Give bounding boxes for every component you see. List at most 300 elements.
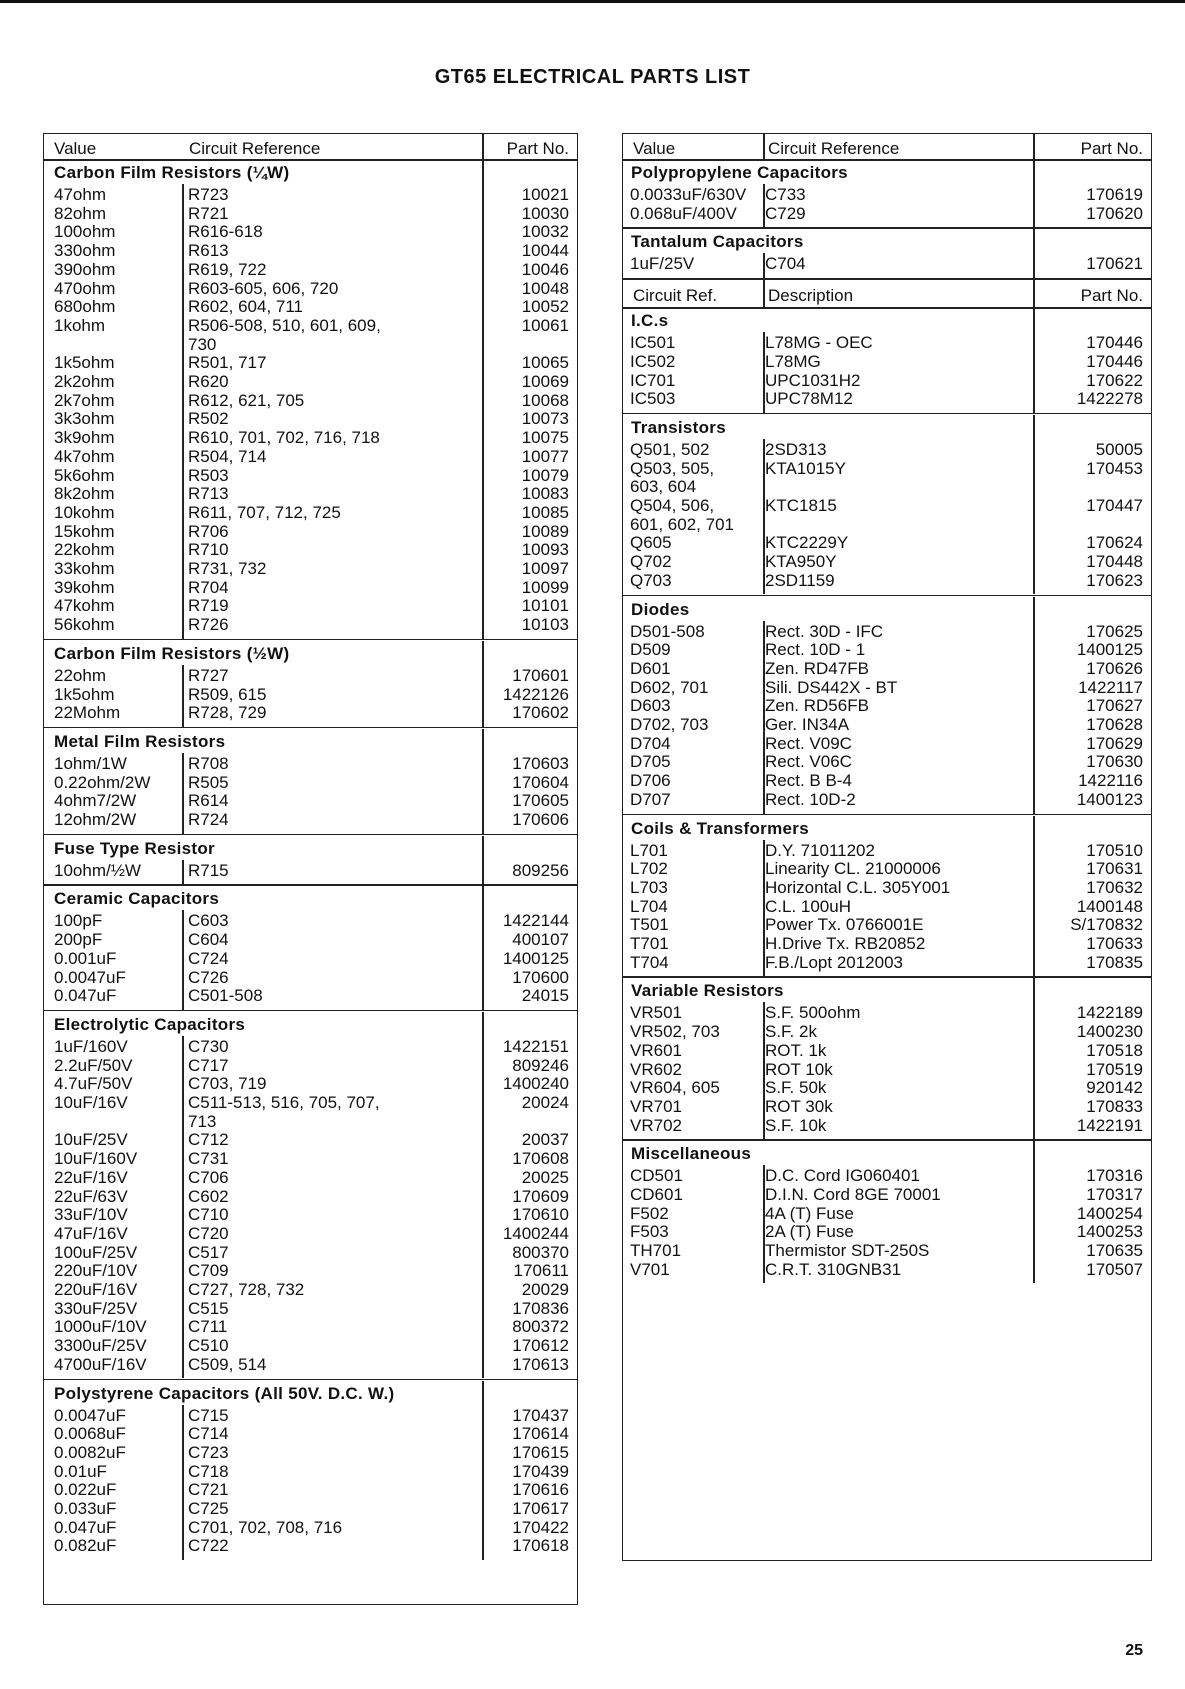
- section-title: I.C.s: [631, 311, 669, 331]
- section-divider: [44, 159, 577, 161]
- cell-part-number: 170621: [1086, 254, 1143, 274]
- cell-reference: ROT 10k: [765, 1059, 833, 1079]
- cell-value: 390ohm: [54, 259, 116, 279]
- top-rule: [0, 0, 1185, 3]
- cell-reference: R710: [188, 540, 229, 560]
- cell-reference: Thermistor SDT-250S: [765, 1241, 930, 1261]
- cell-part-number: 800372: [512, 1317, 569, 1337]
- cell-value: 220uF/16V: [54, 1280, 138, 1299]
- cell-reference: Linearity CL. 21000006: [765, 859, 941, 879]
- cell-value: D501-508: [630, 621, 705, 641]
- section-title: Fuse Type Resistor: [54, 838, 215, 858]
- cell-reference: L78MG - OEC: [765, 333, 873, 353]
- cell-part-number: 170605: [512, 791, 569, 811]
- cell-part-number: 1422126: [502, 684, 569, 704]
- column-header-reference: Circuit Reference: [189, 139, 321, 158]
- cell-reference: C727, 728, 732: [188, 1280, 305, 1299]
- cell-value: 47kohm: [54, 596, 115, 616]
- column-rule: [482, 1012, 484, 1379]
- cell-part-number: 170316: [1086, 1166, 1143, 1186]
- column-rule: [482, 886, 484, 1010]
- cell-reference: 2A (T) Fuse: [765, 1222, 854, 1242]
- cell-part-number: 170614: [512, 1424, 569, 1444]
- cell-reference: R728, 729: [188, 703, 267, 723]
- cell-value: Q703: [630, 570, 672, 590]
- cell-reference: R724: [188, 810, 229, 829]
- cell-value: 3k9ohm: [54, 428, 115, 448]
- cell-part-number: 20037: [521, 1130, 569, 1150]
- cell-value: VR604, 605: [630, 1078, 720, 1098]
- column-rule: [182, 1405, 184, 1561]
- cell-value: 10uF/25V: [54, 1130, 128, 1150]
- cell-reference: R708: [188, 753, 229, 773]
- column-rule: [1033, 1141, 1035, 1283]
- cell-part-number: 170617: [512, 1499, 569, 1518]
- column-header-value: Value: [54, 139, 97, 158]
- cell-value: 1000uF/10V: [54, 1317, 147, 1337]
- section-divider: [623, 159, 1151, 161]
- section-title: Tantalum Capacitors: [631, 232, 804, 252]
- cell-part-number: 1400125: [502, 948, 569, 968]
- cell-reference: C703, 719: [188, 1074, 267, 1094]
- cell-value: VR502, 703: [630, 1022, 720, 1042]
- cell-value: T501: [630, 915, 669, 935]
- cell-part-number: 170632: [1086, 877, 1143, 897]
- section-divider: [44, 834, 577, 836]
- cell-part-number: 10032: [521, 222, 569, 242]
- cell-reference: R726: [188, 615, 229, 635]
- column-rule: [182, 753, 184, 834]
- cell-reference: C730: [188, 1036, 229, 1056]
- cell-part-number: 170630: [1086, 752, 1143, 772]
- cell-value: 330ohm: [54, 241, 116, 261]
- cell-value: 2k7ohm: [54, 390, 115, 410]
- cell-value: VR702: [630, 1115, 682, 1135]
- cell-reference: C722: [188, 1536, 229, 1556]
- cell-value: 4ohm7/2W: [54, 791, 137, 811]
- cell-value: T701: [630, 934, 669, 953]
- cell-part-number: 170608: [512, 1149, 569, 1169]
- cell-part-number: 170603: [512, 753, 569, 773]
- cell-part-number: 170510: [1086, 840, 1143, 860]
- cell-value: 22ohm: [54, 665, 106, 685]
- column-rule: [182, 665, 184, 727]
- cell-part-number: 10077: [521, 446, 569, 466]
- cell-value: 0.082uF: [54, 1536, 117, 1556]
- column-rule: [763, 184, 765, 227]
- cell-part-number: 24015: [521, 986, 569, 1006]
- cell-reference: R506-508, 510, 601, 609, 730: [188, 315, 381, 354]
- cell-reference: C515: [188, 1298, 229, 1318]
- cell-reference: C709: [188, 1261, 229, 1281]
- column-rule: [182, 1036, 184, 1379]
- page-number: 25: [1125, 1642, 1143, 1659]
- cell-value: D707: [630, 789, 671, 809]
- cell-value: L701: [630, 840, 668, 860]
- column-rule: [482, 836, 484, 885]
- cell-part-number: 170613: [512, 1354, 569, 1374]
- column-rule: [1033, 280, 1035, 308]
- cell-reference: C723: [188, 1442, 229, 1462]
- cell-part-number: 170519: [1086, 1059, 1143, 1079]
- cell-reference: UPC1031H2: [765, 370, 861, 390]
- cell-part-number: 170623: [1086, 570, 1143, 590]
- cell-reference: C725: [188, 1499, 229, 1518]
- cell-part-number: 10101: [521, 596, 569, 616]
- column-rule: [763, 332, 765, 413]
- section-divider: [623, 976, 1151, 978]
- cell-reference: C721: [188, 1480, 229, 1500]
- cell-part-number: 1422116: [1078, 771, 1143, 791]
- cell-reference: R503: [188, 465, 229, 485]
- cell-reference: C724: [188, 948, 229, 968]
- cell-reference: Zen. RD47FB: [765, 658, 869, 678]
- cell-reference: KTC2229Y: [765, 533, 849, 553]
- cell-part-number: 20025: [521, 1167, 569, 1187]
- cell-part-number: 10089: [521, 521, 569, 541]
- cell-part-number: 1400253: [1076, 1222, 1143, 1242]
- cell-part-number: 809246: [512, 1055, 569, 1075]
- cell-part-number: 10044: [521, 241, 569, 261]
- cell-part-number: 170616: [512, 1480, 569, 1500]
- cell-reference: C717: [188, 1055, 229, 1075]
- cell-reference: C718: [188, 1461, 229, 1481]
- column-rule: [763, 280, 765, 308]
- cell-value: 0.047uF: [54, 986, 117, 1006]
- cell-reference: S.F. 500ohm: [765, 1003, 861, 1023]
- cell-reference: R509, 615: [188, 684, 267, 704]
- cell-part-number: 1422151: [502, 1036, 569, 1056]
- section-title: Electrolytic Capacitors: [54, 1014, 246, 1034]
- cell-part-number: 10068: [521, 390, 569, 410]
- cell-part-number: 170439: [512, 1461, 569, 1481]
- cell-reference: R706: [188, 521, 229, 541]
- cell-part-number: 920142: [1086, 1078, 1143, 1098]
- cell-part-number: 10079: [521, 465, 569, 485]
- cell-value: 4k7ohm: [54, 446, 115, 466]
- cell-reference: 2SD313: [765, 439, 827, 459]
- cell-value: 220uF/10V: [54, 1261, 138, 1281]
- column-header-reference: Circuit Reference: [768, 139, 900, 158]
- cell-value: 0.0068uF: [54, 1424, 126, 1444]
- cell-part-number: 800370: [512, 1242, 569, 1262]
- cell-reference: C710: [188, 1205, 229, 1225]
- cell-reference: L78MG: [765, 351, 821, 371]
- cell-value: 4700uF/16V: [54, 1354, 147, 1374]
- section-divider: [44, 639, 577, 641]
- cell-reference: R721: [188, 203, 229, 223]
- column-rule: [482, 1381, 484, 1561]
- column-rule: [482, 134, 484, 160]
- cell-reference: R713: [188, 484, 229, 504]
- cell-part-number: 170600: [512, 967, 569, 987]
- column-rule: [763, 134, 765, 160]
- column-header-value: Value: [633, 139, 676, 158]
- cell-value: 33uF/10V: [54, 1205, 128, 1225]
- cell-reference: C517: [188, 1242, 229, 1262]
- left-parts-table: [43, 133, 578, 1605]
- cell-value: 1ohm/1W: [54, 753, 127, 773]
- cell-part-number: 10093: [521, 540, 569, 560]
- cell-part-number: 170836: [512, 1298, 569, 1318]
- cell-part-number: 10085: [521, 502, 569, 522]
- cell-value: IC502: [630, 351, 676, 371]
- cell-reference: C729: [765, 203, 806, 223]
- cell-reference: R715: [188, 860, 229, 880]
- cell-part-number: 170615: [512, 1442, 569, 1462]
- cell-value: IC503: [630, 389, 676, 409]
- cell-value: 0.0047uF: [54, 1405, 126, 1425]
- column-rule: [1033, 978, 1035, 1139]
- cell-reference: KTC1815: [765, 496, 837, 515]
- cell-reference: C603: [188, 911, 229, 931]
- column-rule: [182, 910, 184, 1010]
- cell-reference: C704: [765, 254, 806, 274]
- column-rule: [763, 621, 765, 814]
- cell-value: D602, 701: [630, 677, 709, 697]
- cell-value: L703: [630, 877, 668, 897]
- cell-reference: R723: [188, 185, 229, 204]
- cell-reference: R614: [188, 791, 229, 811]
- cell-value: 3300uF/25V: [54, 1336, 147, 1356]
- cell-value: 1uF/25V: [630, 254, 695, 274]
- column-rule: [482, 160, 484, 639]
- cell-value: L704: [630, 896, 668, 916]
- cell-value: Q702: [630, 552, 672, 572]
- cell-part-number: 170629: [1086, 733, 1143, 753]
- cell-reference: C711: [188, 1317, 228, 1337]
- cell-part-number: 1400240: [502, 1074, 569, 1094]
- cell-part-number: 170422: [512, 1517, 569, 1537]
- cell-value: TH701: [630, 1241, 682, 1261]
- cell-value: 56kohm: [54, 615, 115, 635]
- cell-value: VR602: [630, 1059, 682, 1079]
- cell-part-number: 10052: [521, 297, 569, 317]
- cell-reference: R501, 717: [188, 353, 267, 373]
- cell-part-number: 10061: [521, 315, 569, 335]
- cell-part-number: 20029: [521, 1280, 569, 1299]
- cell-part-number: 170609: [512, 1186, 569, 1206]
- column-rule: [763, 253, 765, 278]
- right-parts-table: [622, 133, 1152, 1561]
- section-title: Transistors: [631, 417, 726, 437]
- cell-reference: S.F. 10k: [765, 1115, 827, 1135]
- cell-reference: F.B./Lopt 2012003: [765, 952, 904, 972]
- cell-part-number: 170446: [1086, 351, 1143, 371]
- cell-value: 0.0082uF: [54, 1442, 126, 1462]
- cell-reference: C714: [188, 1424, 229, 1444]
- cell-part-number: 400107: [512, 930, 569, 950]
- cell-value: 10ohm/½W: [54, 860, 141, 880]
- section-title: Carbon Film Resistors (½W): [54, 643, 290, 663]
- cell-value: 33kohm: [54, 559, 115, 578]
- cell-value: D702, 703: [630, 715, 709, 734]
- cell-part-number: 170635: [1086, 1241, 1143, 1261]
- cell-part-number: 10046: [521, 259, 569, 279]
- cell-reference: UPC78M12: [765, 389, 853, 409]
- column-rule: [482, 729, 484, 834]
- cell-part-number: 10083: [521, 484, 569, 504]
- cell-value: D601: [630, 658, 671, 678]
- cell-reference: C733: [765, 185, 806, 204]
- cell-reference: R616-618: [188, 222, 263, 242]
- cell-value: 470ohm: [54, 278, 116, 298]
- column-header-description: Description: [768, 286, 854, 306]
- cell-part-number: 170518: [1086, 1040, 1143, 1060]
- cell-reference: R619, 722: [188, 259, 267, 279]
- cell-value: 100pF: [54, 911, 103, 931]
- cell-reference: R603-605, 606, 720: [188, 278, 339, 298]
- cell-reference: R704: [188, 577, 229, 597]
- column-rule: [763, 840, 765, 977]
- cell-part-number: 10073: [521, 409, 569, 429]
- cell-reference: C712: [188, 1130, 229, 1150]
- column-rule: [1033, 160, 1035, 227]
- cell-value: D603: [630, 696, 671, 716]
- cell-value: 200pF: [54, 930, 103, 950]
- cell-part-number: 170611: [513, 1261, 569, 1281]
- cell-reference: R505: [188, 772, 229, 792]
- cell-part-number: 809256: [512, 860, 569, 880]
- cell-value: Q504, 506, 601, 602, 701: [630, 496, 734, 534]
- section-divider: [623, 1139, 1151, 1141]
- cell-reference: R613: [188, 241, 229, 261]
- cell-part-number: 1400148: [1076, 896, 1143, 916]
- cell-reference: Rect. 10D-2: [765, 789, 856, 809]
- cell-reference: H.Drive Tx. RB20852: [765, 934, 926, 953]
- cell-part-number: 170317: [1086, 1185, 1143, 1204]
- cell-value: T704: [630, 952, 669, 972]
- cell-part-number: 10030: [521, 203, 569, 223]
- cell-part-number: 1422117: [1078, 677, 1143, 697]
- cell-part-number: 170507: [1086, 1259, 1143, 1279]
- section-divider: [44, 727, 577, 729]
- cell-reference: S.F. 2k: [765, 1022, 817, 1042]
- cell-reference: C.R.T. 310GNB31: [765, 1259, 902, 1279]
- cell-reference: R620: [188, 372, 229, 391]
- cell-value: IC701: [630, 370, 676, 390]
- section-title: Polystyrene Capacitors (All 50V. D.C. W.): [54, 1383, 395, 1403]
- cell-part-number: 170448: [1086, 552, 1143, 572]
- column-rule: [1033, 229, 1035, 278]
- cell-reference: C715: [188, 1405, 229, 1425]
- cell-value: 330uF/25V: [54, 1298, 138, 1318]
- cell-value: VR601: [630, 1040, 682, 1060]
- cell-part-number: 10048: [521, 278, 569, 298]
- cell-value: 3k3ohm: [54, 409, 115, 429]
- cell-value: CD501: [630, 1166, 683, 1186]
- column-header-part-no: Part No.: [1080, 139, 1143, 158]
- cell-reference: S.F. 50k: [765, 1078, 827, 1098]
- cell-part-number: 170447: [1086, 496, 1143, 515]
- cell-value: VR501: [630, 1003, 682, 1023]
- cell-value: CD601: [630, 1185, 683, 1204]
- section-title: Metal Film Resistors: [54, 731, 226, 751]
- cell-reference: C511-513, 516, 705, 707, 713: [188, 1093, 380, 1131]
- cell-value: VR701: [630, 1096, 682, 1116]
- cell-part-number: 1400254: [1076, 1203, 1143, 1223]
- cell-part-number: 170601: [512, 665, 569, 685]
- cell-part-number: 1400230: [1076, 1022, 1143, 1042]
- cell-part-number: 170453: [1086, 458, 1143, 478]
- section-divider: [44, 1010, 577, 1012]
- column-rule: [182, 184, 184, 639]
- cell-value: 82ohm: [54, 203, 106, 223]
- section-title: Polypropylene Capacitors: [631, 163, 848, 182]
- cell-reference: R502: [188, 409, 229, 429]
- cell-reference: KTA950Y: [765, 552, 837, 572]
- cell-part-number: 1422189: [1076, 1003, 1143, 1023]
- cell-value: Q503, 505, 603, 604: [630, 458, 715, 497]
- cell-value: Q605: [630, 533, 672, 553]
- section-divider: [623, 307, 1151, 309]
- cell-part-number: 170604: [512, 772, 569, 792]
- cell-reference: C720: [188, 1223, 229, 1243]
- cell-reference: Rect. 30D - IFC: [765, 621, 884, 641]
- cell-reference: C731: [188, 1149, 229, 1169]
- cell-reference: Power Tx. 0766001E: [765, 915, 924, 935]
- column-rule: [1033, 308, 1035, 413]
- cell-value: 0.001uF: [54, 948, 117, 968]
- cell-reference: R731, 732: [188, 559, 267, 578]
- cell-reference: Rect. 10D - 1: [765, 640, 866, 660]
- cell-value: L702: [630, 859, 668, 879]
- cell-value: 1uF/160V: [54, 1036, 128, 1056]
- cell-reference: Zen. RD56FB: [765, 696, 869, 716]
- cell-value: 22uF/16V: [54, 1167, 128, 1187]
- cell-reference: R727: [188, 665, 229, 685]
- cell-value: IC501: [630, 333, 676, 353]
- column-rule: [1033, 597, 1035, 814]
- column-rule: [1033, 415, 1035, 595]
- column-rule: [182, 860, 184, 885]
- cell-reference: D.Y. 71011202: [765, 840, 875, 860]
- cell-part-number: 10075: [521, 428, 569, 448]
- cell-part-number: 170446: [1086, 333, 1143, 353]
- cell-reference: C726: [188, 967, 229, 987]
- cell-value: 0.022uF: [54, 1480, 117, 1500]
- cell-reference: C501-508: [188, 986, 263, 1006]
- section-divider: [623, 595, 1151, 597]
- cell-value: 47ohm: [54, 185, 106, 204]
- cell-value: 2.2uF/50V: [54, 1055, 133, 1075]
- cell-reference: D.C. Cord IG060401: [765, 1166, 920, 1186]
- cell-part-number: 1422191: [1076, 1115, 1143, 1135]
- cell-value: 100ohm: [54, 222, 116, 242]
- cell-reference: Sili. DS442X - BT: [765, 677, 898, 697]
- cell-reference: C510: [188, 1336, 229, 1356]
- column-rule: [763, 439, 765, 595]
- cell-reference: Rect. V09C: [765, 733, 852, 753]
- cell-part-number: 170619: [1086, 185, 1143, 204]
- cell-value: 1k5ohm: [54, 684, 115, 704]
- cell-value: 22uF/63V: [54, 1186, 128, 1206]
- cell-part-number: 170627: [1086, 696, 1143, 716]
- cell-reference: C604: [188, 930, 229, 950]
- cell-reference: C706: [188, 1167, 229, 1187]
- cell-part-number: 20024: [521, 1093, 569, 1112]
- cell-part-number: 10069: [521, 372, 569, 391]
- cell-value: 39kohm: [54, 577, 115, 597]
- cell-reference: Rect. B B-4: [765, 771, 852, 791]
- cell-reference: Rect. V06C: [765, 752, 852, 772]
- cell-part-number: 170624: [1086, 533, 1143, 553]
- cell-part-number: 10065: [521, 353, 569, 373]
- cell-part-number: 170437: [512, 1405, 569, 1425]
- cell-reference: C509, 514: [188, 1354, 267, 1374]
- cell-part-number: 10097: [521, 559, 569, 578]
- column-rule: [763, 1002, 765, 1139]
